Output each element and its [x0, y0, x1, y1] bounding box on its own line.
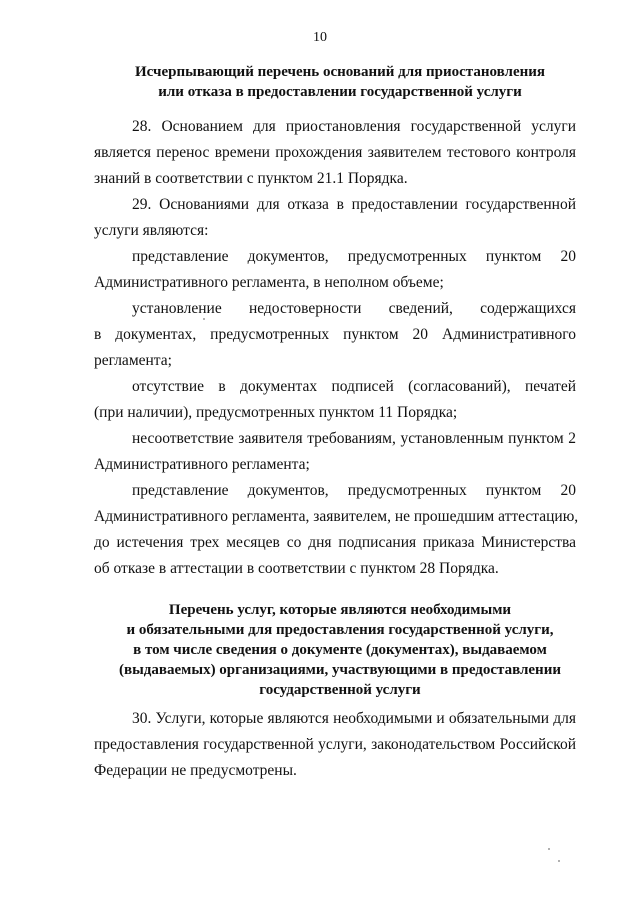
text-line: отсутствие в документах подписей (согласований), печатей — [132, 378, 576, 395]
text-line: 30. Услуги, которые являются необходимыми и обязательными для — [132, 710, 576, 727]
list-item-unreliable-info — [94, 296, 576, 374]
text-line: Административного регламента; — [94, 456, 310, 473]
heading-line: в том числе сведения о документе (документах), выдаваемом — [133, 642, 547, 658]
text-line: представление документов, предусмотренных пунктом 20 — [132, 248, 576, 265]
text-line: несоответствие заявителя требованиям, установленным пунктом 2 — [132, 430, 576, 447]
text-line: регламента; — [94, 352, 172, 369]
text-line: знаний в соответствии с пунктом 21.1 Порядка. — [94, 170, 408, 187]
text-line: установление недостоверности сведений, содержащихся — [132, 300, 576, 317]
paragraph-28 — [94, 114, 576, 192]
scan-speck — [548, 848, 550, 850]
section-heading-grounds — [100, 62, 580, 102]
text-line: услуги являются: — [94, 222, 209, 239]
scan-speck — [203, 318, 205, 320]
heading-line: и обязательными для предоставления государственной услуги, — [126, 622, 554, 638]
paragraph-29 — [94, 192, 576, 244]
text-line: предоставления государственной услуги, законодательством Российской — [94, 736, 576, 753]
text-line: Федерации не предусмотрены. — [94, 762, 297, 779]
scan-speck — [558, 860, 560, 862]
list-item-failed-attestation — [94, 478, 579, 582]
text-line: Административного регламента, заявителем, не прошедшим аттестацию, — [94, 508, 579, 525]
text-line: 29. Основаниями для отказа в предоставлении государственной — [132, 196, 576, 213]
text-line: представление документов, предусмотренных пунктом 20 — [132, 482, 576, 499]
text-line: (при наличии), предусмотренных пунктом 11 Порядка; — [94, 404, 458, 421]
list-item-noncompliance — [94, 426, 576, 478]
text-line: до истечения трех месяцев со дня подписания приказа Министерства — [94, 534, 576, 551]
page-number: 10 — [313, 30, 327, 45]
text-line: Административного регламента, в неполном объеме; — [94, 274, 444, 291]
heading-line: (выдаваемых) организациями, участвующими в предоставлении — [118, 662, 561, 678]
list-item-incomplete-documents — [94, 244, 576, 296]
text-line: является перенос времени прохождения заявителем тестового контроля — [94, 144, 576, 161]
heading-line: или отказа в предоставлении государственной услуги — [158, 84, 522, 100]
text-line: об отказе в аттестации в соответствии с пунктом 28 Порядка. — [94, 560, 499, 577]
text-line: 28. Основанием для приостановления государственной услуги — [132, 118, 576, 135]
heading-line: Перечень услуг, которые являются необходимыми — [168, 602, 512, 618]
text-line: в документах, предусмотренных пунктом 20 Административного — [94, 326, 576, 343]
paragraph-30 — [94, 706, 576, 784]
heading-line: Исчерпывающий перечень оснований для приостановления — [134, 64, 546, 80]
section-heading-required-services — [100, 600, 580, 700]
list-item-missing-signatures — [94, 374, 576, 426]
heading-line: государственной услуги — [259, 682, 421, 698]
